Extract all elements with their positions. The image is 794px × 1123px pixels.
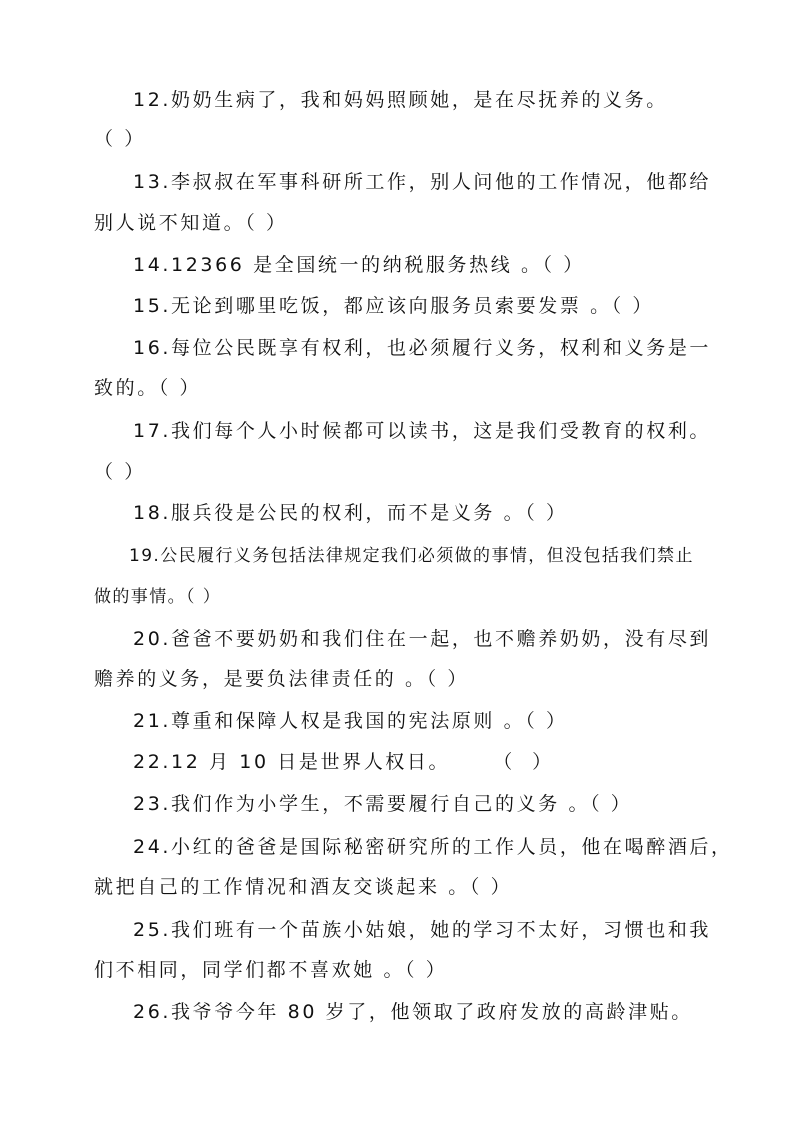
- question-21-line-1: [133, 708, 568, 734]
- question-18-text: 服兵役是公民的权利，而不是义务 。（ ）: [171, 502, 568, 524]
- question-14-number: 14.: [133, 254, 172, 276]
- question-26-text: 我爷爷今年 80 岁了，他领取了政府发放的高龄津贴。: [171, 1001, 693, 1023]
- question-12-line-2: （ ）: [94, 128, 146, 150]
- question-20-line-1: [133, 626, 711, 652]
- question-23-text: 我们作为小学生，不需要履行自己的义务 。（ ）: [171, 793, 633, 815]
- question-24-text: 小红的爸爸是国际秘密研究所的工作人员，他在喝醉酒后，: [171, 836, 733, 858]
- question-19-line-1: [129, 543, 694, 569]
- question-25-line-1: [133, 917, 711, 943]
- question-13-text: 李叔叔在军事科研所工作，别人问他的工作情况，他都给: [171, 171, 712, 193]
- question-24-number: 24.: [133, 836, 172, 858]
- question-12-line-1: [133, 87, 668, 113]
- question-16-number: 16.: [133, 337, 172, 359]
- question-13-line-2: 别人说不知道。（ ）: [94, 212, 288, 234]
- question-17-line-1: [133, 418, 711, 444]
- question-13-line-1: [133, 169, 711, 195]
- question-16-text: 每位公民既享有权利，也必须履行义务，权利和义务是一: [171, 337, 712, 359]
- question-19-line-2: 做的事情。（ ）: [94, 587, 222, 607]
- question-26-line-1: [133, 999, 693, 1025]
- question-16-line-1: [133, 335, 711, 361]
- question-14-text: 12366 是全国统一的纳税服务热线 。（ ）: [171, 254, 585, 276]
- question-25-line-2: 们不相同，同学们都不喜欢她 。（ ）: [94, 959, 448, 981]
- question-22-number: 22.: [133, 751, 172, 773]
- question-21-text: 尊重和保障人权是我国的宪法原则 。（ ）: [171, 710, 568, 732]
- question-20-line-2: 赡养的义务，是要负法律责任的 。（ ）: [94, 668, 469, 690]
- question-25-number: 25.: [133, 919, 172, 941]
- question-17-number: 17.: [133, 420, 172, 442]
- question-14-line-1: [133, 252, 585, 278]
- question-24-line-2: 就把自己的工作情况和酒友交谈起来 。（ ）: [94, 876, 513, 898]
- question-21-number: 21.: [133, 710, 172, 732]
- question-19-text: 公民履行义务包括法律规定我们必须做的事情，但没包括我们禁止: [160, 546, 694, 566]
- question-15-line-1: [133, 293, 654, 319]
- question-13-number: 13.: [133, 171, 172, 193]
- question-12-number: 12.: [133, 89, 172, 111]
- question-15-text: 无论到哪里吃饭，都应该向服务员索要发票 。（ ）: [171, 295, 655, 317]
- question-18-line-1: [133, 500, 568, 526]
- question-17-text: 我们每个人小时候都可以读书，这是我们受教育的权利。: [171, 420, 712, 442]
- question-20-number: 20.: [133, 628, 172, 650]
- question-19-number: 19.: [129, 546, 161, 566]
- question-26-number: 26.: [133, 1001, 172, 1023]
- question-18-number: 18.: [133, 502, 172, 524]
- question-15-number: 15.: [133, 295, 172, 317]
- question-17-line-2: （ ）: [94, 461, 146, 483]
- question-24-line-1: [133, 834, 733, 860]
- question-23-line-1: [133, 791, 632, 817]
- question-25-text: 我们班有一个苗族小姑娘，她的学习不太好，习惯也和我: [171, 919, 712, 941]
- question-22-text: 12 月 10 日是世界人权日。 （ ）: [171, 751, 554, 773]
- question-23-number: 23.: [133, 793, 172, 815]
- question-20-text: 爸爸不要奶奶和我们住在一起，也不赡养奶奶，没有尽到: [171, 628, 712, 650]
- question-22-line-1: [133, 749, 554, 775]
- question-16-line-2: 致的。（ ）: [94, 377, 202, 399]
- question-12-text: 奶奶生病了，我和妈妈照顾她，是在尽抚养的义务。: [171, 89, 668, 111]
